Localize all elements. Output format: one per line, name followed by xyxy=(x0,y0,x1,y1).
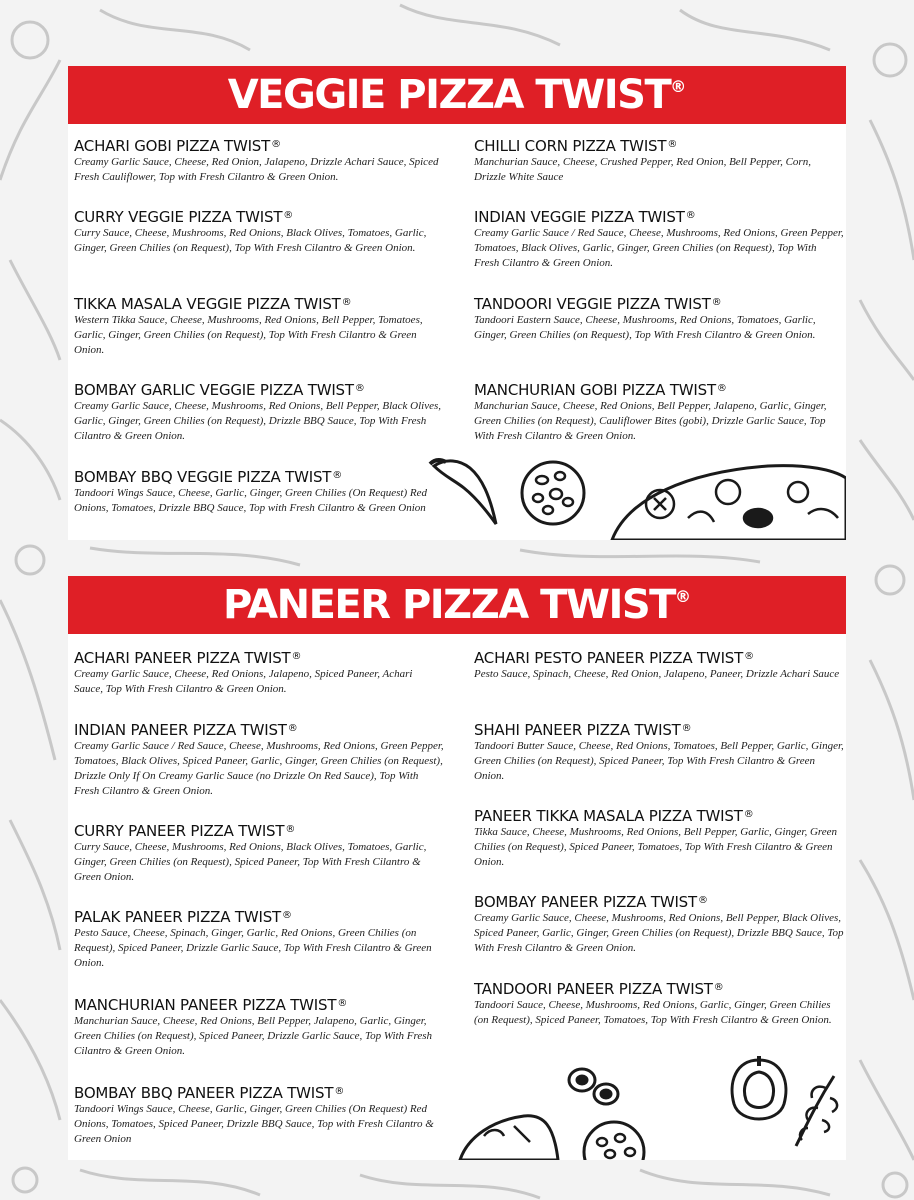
menu-item xyxy=(474,137,844,185)
menu-item-name: TIKKA MASALA VEGGIE PIZZA TWIST xyxy=(74,295,341,313)
menu-item-description: Pesto Sauce, Cheese, Spinach, Ginger, Garlic, Red Onions, Green Chilies (on Request), Spiced Paneer, Drizzle Garlic Sauce, Top With Fresh Cilantro & Green Onion. xyxy=(74,927,432,969)
menu-item-description: Manchurian Sauce, Cheese, Crushed Pepper, Red Onion, Bell Pepper, Corn, Drizzle White Sauce xyxy=(474,156,811,183)
menu-item-description: Tandoori Eastern Sauce, Cheese, Mushrooms, Red Onions, Tomatoes, Garlic, Ginger, Green Chilies (on Request), Top With Fresh Cilantro & Green Onion. xyxy=(474,314,816,341)
menu-item-description: Creamy Garlic Sauce / Red Sauce, Cheese, Mushrooms, Red Onions, Green Pepper, Tomatoes, Black Olives, Spiced Paneer, Garlic, Ginger, Green Chilies (on Request), Drizzle Only If On Creamy Garlic Sauce (no Drizzle On Red Sauce), Top With Fresh Cilantro & Green Onion. xyxy=(74,740,444,797)
menu-item-description: Creamy Garlic Sauce, Cheese, Red Onions, Jalapeno, Spiced Paneer, Achari Sauce, Top With Fresh Cilantro & Green Onion. xyxy=(74,668,413,695)
menu-item-name: PANEER TIKKA MASALA PIZZA TWIST xyxy=(474,807,743,825)
paneer-section-banner xyxy=(68,576,846,634)
menu-item xyxy=(74,208,444,256)
registered-mark: ® xyxy=(283,210,294,221)
registered-mark: ® xyxy=(670,77,687,96)
menu-item-name: CURRY VEGGIE PIZZA TWIST xyxy=(74,208,283,226)
pizza-sketch-icon xyxy=(608,458,846,540)
registered-mark: ® xyxy=(697,895,708,906)
registered-mark: ® xyxy=(287,723,298,734)
menu-item-description: Tandoori Sauce, Cheese, Mushrooms, Red Onions, Garlic, Ginger, Green Chilies (on Request), Spiced Paneer, Tomatoes, Top With Fresh Cilantro & Green Onion. xyxy=(474,999,832,1026)
menu-item-name: TANDOORI PANEER PIZZA TWIST xyxy=(474,980,713,998)
menu-item-name: CURRY PANEER PIZZA TWIST xyxy=(74,822,285,840)
paneer-section-title: PANEER PIZZA TWIST xyxy=(223,582,675,628)
registered-mark: ® xyxy=(711,297,722,308)
menu-item-name: ACHARI GOBI PIZZA TWIST xyxy=(74,137,271,155)
registered-mark: ® xyxy=(716,383,727,394)
menu-item xyxy=(74,1084,444,1147)
menu-item-name: BOMBAY BBQ PANEER PIZZA TWIST xyxy=(74,1084,334,1102)
registered-mark: ® xyxy=(743,809,754,820)
menu-item xyxy=(74,137,444,185)
menu-item-description: Curry Sauce, Cheese, Mushrooms, Red Onions, Black Olives, Tomatoes, Garlic, Ginger, Green Chilies (on Request), Top With Fresh Cilantro & Green Onion. xyxy=(74,227,427,254)
menu-item-description: Curry Sauce, Cheese, Mushrooms, Red Onions, Black Olives, Tomatoes, Garlic, Ginger, Green Chilies (on Request), Spiced Paneer, Top With Fresh Cilantro & Green Onion. xyxy=(74,841,427,883)
menu-item-name: TANDOORI VEGGIE PIZZA TWIST xyxy=(474,295,711,313)
menu-item xyxy=(74,721,444,799)
registered-mark: ® xyxy=(685,210,696,221)
menu-item xyxy=(474,893,844,956)
menu-item xyxy=(474,807,844,870)
registered-mark: ® xyxy=(334,1086,345,1097)
menu-item-description: Creamy Garlic Sauce, Cheese, Red Onion, Jalapeno, Drizzle Achari Sauce, Spiced Fresh Cauliflower, Top with Fresh Cilantro & Green Onion. xyxy=(74,156,439,183)
veggie-section-title: VEGGIE PIZZA TWIST xyxy=(227,72,671,118)
registered-mark: ® xyxy=(713,982,724,993)
menu-item xyxy=(74,295,444,358)
registered-mark: ® xyxy=(681,723,692,734)
menu-item xyxy=(474,381,844,444)
registered-mark: ® xyxy=(332,470,343,481)
menu-item xyxy=(74,468,444,516)
menu-item-name: SHAHI PANEER PIZZA TWIST xyxy=(474,721,681,739)
menu-item-name: BOMBAY BBQ VEGGIE PIZZA TWIST xyxy=(74,468,332,486)
menu-item-description: Pesto Sauce, Spinach, Cheese, Red Onion, Jalapeno, Paneer, Drizzle Achari Sauce xyxy=(474,668,840,680)
menu-item-description: Tandoori Wings Sauce, Cheese, Garlic, Ginger, Green Chilies (On Request) Red Onions, Tomatoes, Spiced Paneer, Drizzle BBQ Sauce, Top with Fresh Cilantro & Green Onion xyxy=(74,1103,434,1145)
pepperoni-slice-icon xyxy=(518,458,588,528)
menu-item-description: Manchurian Sauce, Cheese, Red Onions, Bell Pepper, Jalapeno, Garlic, Ginger, Green Chilies (on Request), Spiced Paneer, Drizzle Garlic Sauce, Top With Fresh Cilantro & Green Onion. xyxy=(74,1015,433,1057)
menu-item xyxy=(474,721,844,784)
registered-mark: ® xyxy=(667,139,678,150)
menu-item-name: BOMBAY GARLIC VEGGIE PIZZA TWIST xyxy=(74,381,354,399)
menu-item xyxy=(74,908,444,971)
menu-item-name: ACHARI PESTO PANEER PIZZA TWIST xyxy=(474,649,744,667)
veggie-menu-panel xyxy=(68,66,846,540)
menu-item-description: Creamy Garlic Sauce / Red Sauce, Cheese, Mushrooms, Red Onions, Green Pepper, Tomatoes, Black Olives, Garlic, Ginger, Green Chilies (on Request), Top With Fresh Cilantro & Green Onion. xyxy=(474,227,844,269)
menu-item-name: ACHARI PANEER PIZZA TWIST xyxy=(74,649,291,667)
menu-item-description: Tikka Sauce, Cheese, Mushrooms, Red Onions, Bell Pepper, Garlic, Ginger, Green Chilies (on Request), Spiced Paneer, Tomatoes, Top With Fresh Cilantro & Green Onion. xyxy=(474,826,838,868)
menu-item xyxy=(74,822,444,885)
registered-mark: ® xyxy=(354,383,365,394)
registered-mark: ® xyxy=(291,651,302,662)
registered-mark: ® xyxy=(285,824,296,835)
menu-item-description: Manchurian Sauce, Cheese, Red Onions, Bell Pepper, Jalapeno, Garlic, Ginger, Green Chilies (on Request), Cauliflower Bites (gobi), Drizzle Garlic Sauce, Top With Fresh Cilantro & Green Onion. xyxy=(474,400,827,442)
menu-item-name: INDIAN PANEER PIZZA TWIST xyxy=(74,721,287,739)
chili-pepper-icon xyxy=(426,452,506,532)
registered-mark: ® xyxy=(271,139,281,150)
menu-item-name: BOMBAY PANEER PIZZA TWIST xyxy=(474,893,697,911)
menu-item xyxy=(474,208,844,271)
menu-item-name: MANCHURIAN PANEER PIZZA TWIST xyxy=(74,996,337,1014)
menu-item-name: CHILLI CORN PIZZA TWIST xyxy=(474,137,667,155)
registered-mark: ® xyxy=(281,910,292,921)
registered-mark: ® xyxy=(674,587,691,606)
menu-item-description: Tandoori Wings Sauce, Cheese, Garlic, Ginger, Green Chilies (On Request) Red Onions, Tomatoes, Drizzle BBQ Sauce, Top with Fresh Cilantro & Green Onion xyxy=(74,487,427,514)
registered-mark: ® xyxy=(341,297,352,308)
menu-item-description: Creamy Garlic Sauce, Cheese, Mushrooms, Red Onions, Bell Pepper, Black Olives, Spiced Paneer, Garlic, Ginger, Green Chilies (on Request), Drizzle BBQ Sauce, Top With Fresh Cilantro & Green Onion. xyxy=(474,912,844,954)
pizza-sketch-icon xyxy=(454,1096,846,1160)
menu-item-name: INDIAN VEGGIE PIZZA TWIST xyxy=(474,208,685,226)
menu-item-description: Western Tikka Sauce, Cheese, Mushrooms, Red Onions, Bell Pepper, Tomatoes, Garlic, Ginger, Green Chilies (on Request), Top With Fresh Cilantro & Green Onion. xyxy=(74,314,423,356)
menu-item-description: Tandoori Butter Sauce, Cheese, Red Onions, Tomatoes, Bell Pepper, Garlic, Ginger, Green Chilies (on Request), Spiced Paneer, Top With Fresh Cilantro & Green Onion. xyxy=(474,740,844,782)
veggie-section-banner xyxy=(68,66,846,124)
menu-item xyxy=(474,649,844,682)
menu-item xyxy=(74,381,444,444)
menu-item-name: MANCHURIAN GOBI PIZZA TWIST xyxy=(474,381,716,399)
menu-item xyxy=(74,649,444,697)
menu-item xyxy=(474,295,844,343)
menu-item-description: Creamy Garlic Sauce, Cheese, Mushrooms, Red Onions, Bell Pepper, Black Olives, Garlic, Ginger, Green Chilies (on Request), Drizzle BBQ Sauce, Top With Fresh Cilantro & Green Onion. xyxy=(74,400,441,442)
menu-item xyxy=(74,996,444,1059)
registered-mark: ® xyxy=(744,651,754,662)
menu-item xyxy=(474,980,844,1028)
registered-mark: ® xyxy=(337,998,348,1009)
paneer-menu-panel xyxy=(68,576,846,1160)
menu-item-name: PALAK PANEER PIZZA TWIST xyxy=(74,908,281,926)
